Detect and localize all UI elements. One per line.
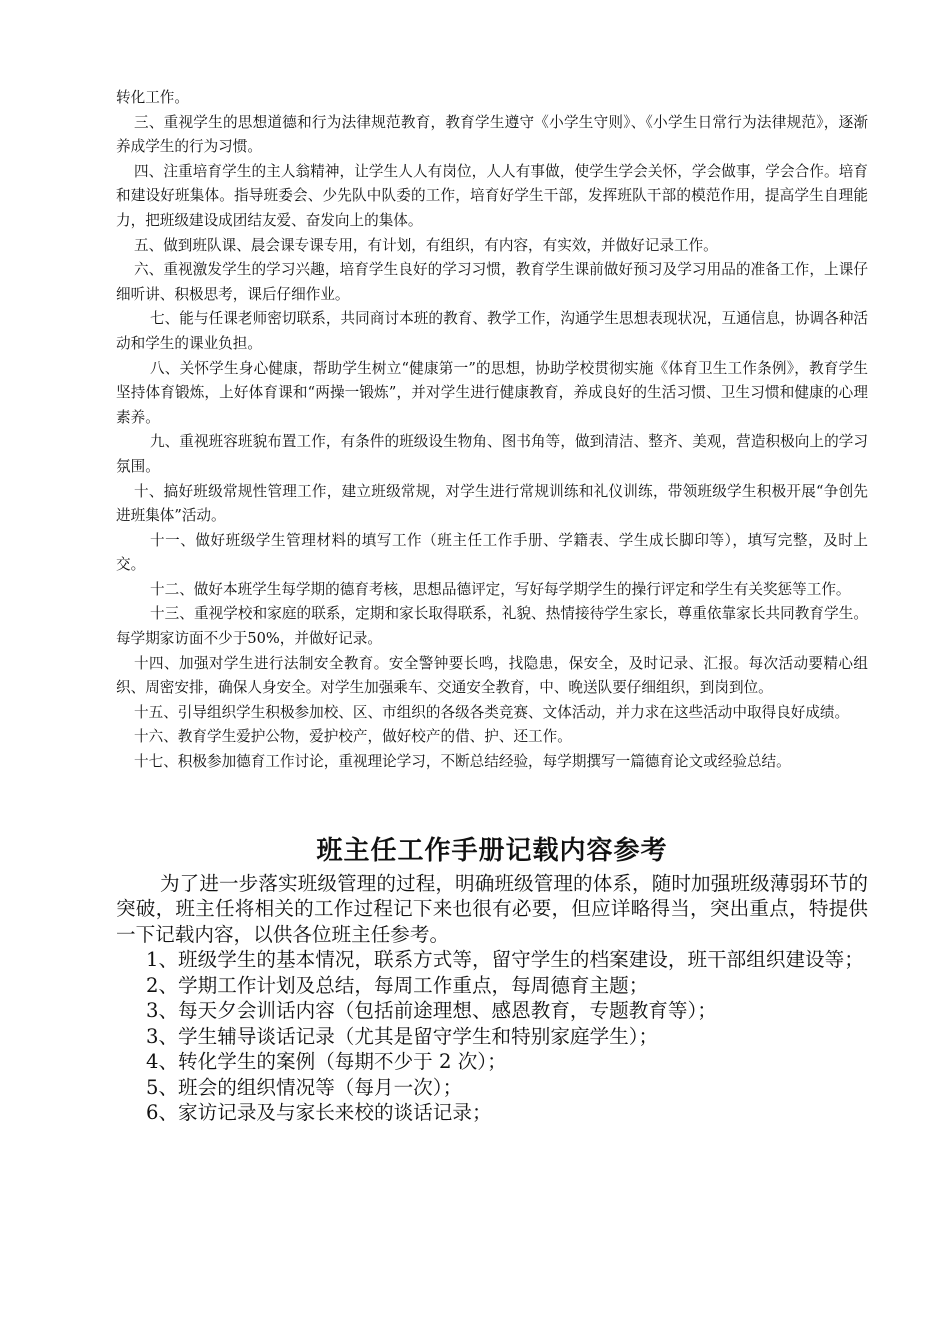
duty-paragraph: 五、做到班队课、晨会课专课专用，有计划，有组织，有内容，有实效，并做好记录工作。 xyxy=(134,236,718,254)
duty-paragraph: 十一、做好班级学生管理材料的填写工作（班主任工作手册、学籍表、学生成长脚印等），填写完整，及时上交。 xyxy=(116,531,868,574)
duty-paragraph: 三、重视学生的思想道德和行为法律规范教育，教育学生遵守《小学生守则》、《小学生日常行为法律规范》，逐渐养成学生的行为习惯。 xyxy=(116,113,868,156)
duty-paragraph: 四、注重培育学生的主人翁精神，让学生人人有岗位，人人有事做，使学生学会关怀，学会做事，学会合作。培育和建设好班集体。指导班委会、少先队中队委的工作，培育好学生干部，发挥班队干部的模范作用，提高学生自理能力，把班级建设成团结友爱、奋发向上的集体。 xyxy=(116,162,868,229)
duty-paragraph: 六、重视激发学生的学习兴趣，培育学生良好的学习习惯，教育学生课前做好预习及学习用品的准备工作，上课仔细听讲、积极思考，课后仔细作业。 xyxy=(116,261,868,303)
duty-paragraph: 十六、教育学生爱护公物，爱护校产，做好校产的借、护、还工作。 xyxy=(134,728,572,746)
section-intro: 为了进一步落实班级管理的过程，明确班级管理的体系，随时加强班级薄弱环节的突破，班主任将相关的工作过程记下来也很有必要，但应详略得当，突出重点，特提供一下记载内容，以供各位班主任参考。 xyxy=(116,871,868,946)
list-item: 3、学生辅导谈话记录（尤其是留守学生和特别家庭学生）； xyxy=(146,1024,659,1048)
duty-paragraph: 十三、重视学校和家庭的联系，定期和家长取得联系，礼貌、热情接待学生家长，尊重依靠家长共同教育学生。每学期家访面不少于50%，并做好记录。 xyxy=(116,605,868,648)
record-content-section xyxy=(116,871,868,1126)
duty-paragraph: 八、关怀学生身心健康，帮助学生树立“健康第一”的思想，协助学校贯彻实施《体育卫生工作条例》，教育学生坚持体育锻炼，上好体育课和“两操一锻炼”，并对学生进行健康教育，养成良好的生活习惯、卫生习惯和健康的心理素养。 xyxy=(116,359,868,426)
duty-paragraph: 十二、做好本班学生每学期的德育考核，思想品德评定，写好每学期学生的操行评定和学生有关奖惩等工作。 xyxy=(150,580,851,598)
list-item: 3、每天夕会训话内容（包括前途理想、感恩教育，专题教育等）； xyxy=(146,999,717,1023)
duty-paragraph: 九、重视班容班貌布置工作，有条件的班级设生物角、图书角等，做到清洁、整齐、美观，营造积极向上的学习氛围。 xyxy=(116,433,868,475)
list-item: 6、家访记录及与家长来校的谈话记录； xyxy=(146,1101,492,1125)
list-item: 1、班级学生的基本情况，联系方式等，留守学生的档案建设，班干部组织建设等； xyxy=(146,948,864,972)
duty-paragraph: 十、搞好班级常规性管理工作，建立班级常规，对学生进行常规训练和礼仪训练，带领班级学生积极开展“争创先进班集体”活动。 xyxy=(116,482,868,525)
list-item: 2、学期工作计划及总结，每周工作重点，每周德育主题； xyxy=(146,973,649,997)
section-title: 班主任工作手册记载内容参考 xyxy=(316,835,668,866)
list-item: 5、班会的组织情况等（每月一次）； xyxy=(146,1075,463,1099)
list-item: 4、转化学生的案例（每期不少于 2 次）； xyxy=(146,1050,507,1074)
document-page xyxy=(116,86,868,1126)
duty-paragraph: 七、能与任课老师密切联系，共同商讨本班的教育、教学工作，沟通学生思想表现状况，互通信息，协调各种活动和学生的课业负担。 xyxy=(116,310,868,352)
duty-paragraph: 十四、加强对学生进行法制安全教育。安全警钟要长鸣，找隐患，保安全，及时记录、汇报。每次活动要精心组织、周密安排，确保人身安全。对学生加强乘车、交通安全教育，中、晚送队要仔细组织，到岗到位。 xyxy=(116,654,868,697)
duty-paragraph: 十五、引导组织学生积极参加校、区、市组织的各级各类竞赛、文体活动，并力求在这些活动中取得良好成绩。 xyxy=(134,703,850,721)
duty-paragraph: 转化工作。 xyxy=(116,89,189,106)
duties-list xyxy=(116,86,868,775)
duty-paragraph: 十七、积极参加德育工作讨论，重视理论学习，不断总结经验，每学期撰写一篇德育论文或经验总结。 xyxy=(134,753,791,771)
